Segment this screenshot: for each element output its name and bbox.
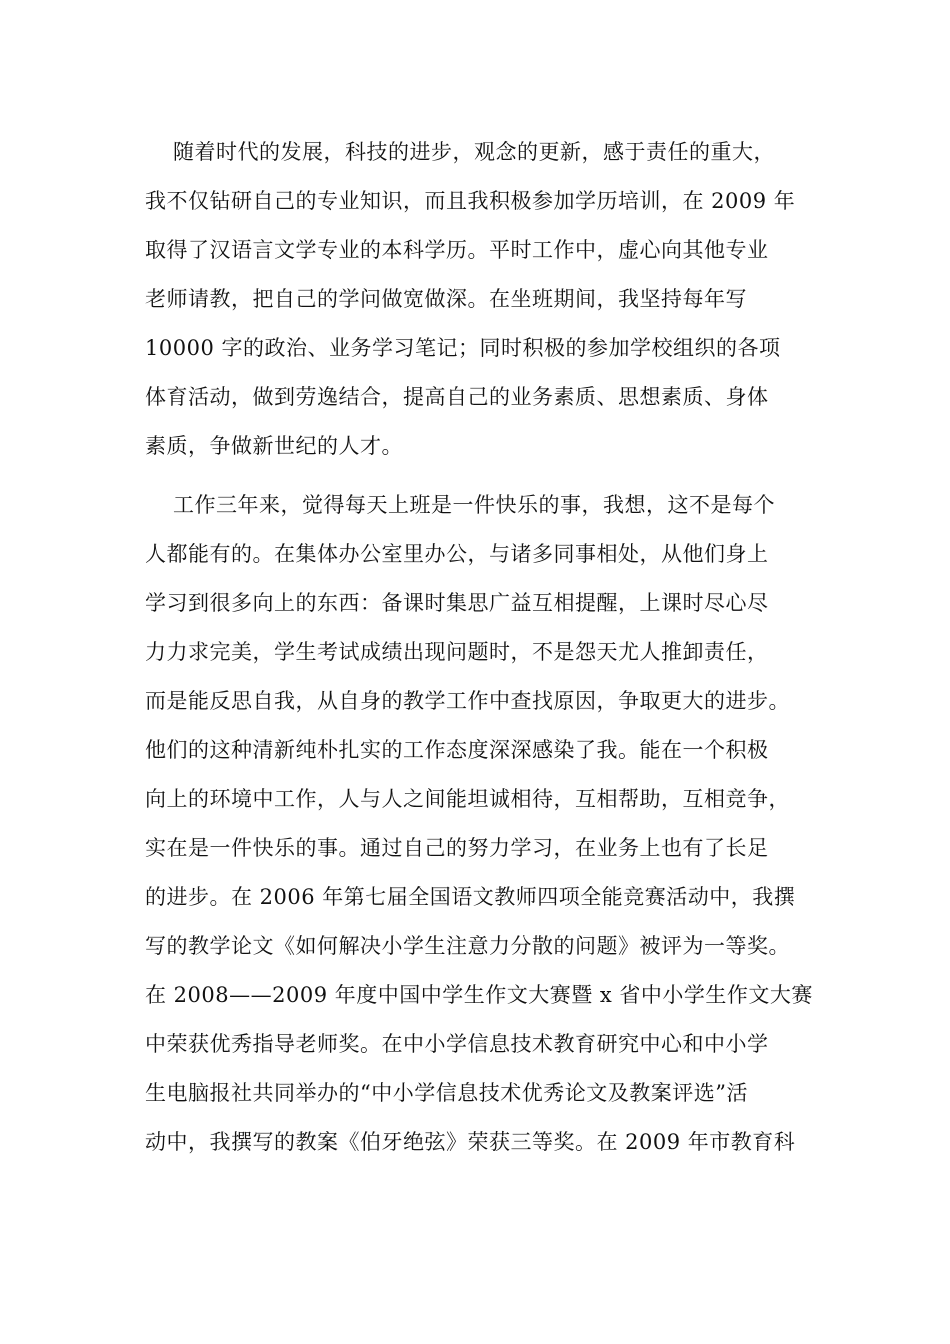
paragraph-2-line-5: 而是能反思自我，从自身的教学工作中查找原因，争取更大的进步。 [145,689,790,713]
paragraph-2-line-4: 力力求完美，学生考试成绩出现问题时，不是怨天尤人推卸责任， [145,640,769,664]
paragraph-2-line-7: 向上的环境中工作，人与人之间能坦诚相待，互相帮助，互相竞争， [145,787,790,811]
paragraph-2-line-9: 的进步。在 2006 年第七届全国语文教师四项全能竞赛活动中，我撰 [145,885,796,909]
paragraph-2-line-6: 他们的这种清新纯朴扎实的工作态度深深感染了我。能在一个积极 [145,738,769,762]
paragraph-1-line-4: 老师请教，把自己的学问做宽做深。在坐班期间，我坚持每年写 [145,287,747,311]
paragraph-1-line-5: 10000 字的政治、业务学习笔记；同时积极的参加学校组织的各项 [145,336,781,360]
paragraph-2-line-1: 工作三年来，觉得每天上班是一件快乐的事，我想，这不是每个 [173,493,775,517]
paragraph-1-line-6: 体育活动，做到劳逸结合，提高自己的业务素质、思想素质、身体 [145,385,769,409]
paragraph-2-line-13: 生电脑报社共同举办的“中小学信息技术优秀论文及教案评选”活 [145,1081,748,1105]
paragraph-2-line-10: 写的教学论文《如何解决小学生注意力分散的问题》被评为一等奖。 [145,934,790,958]
paragraph-2-line-8: 实在是一件快乐的事。通过自己的努力学习，在业务上也有了长足 [145,836,769,860]
paragraph-2-line-12: 中荣获优秀指导老师奖。在中小学信息技术教育研究中心和中小学 [145,1032,769,1056]
paragraph-2-line-3: 学习到很多向上的东西：备课时集思广益互相提醒，上课时尽心尽 [145,591,769,615]
paragraph-2-line-14: 动中，我撰写的教案《伯牙绝弦》荣获三等奖。在 2009 年市教育科 [145,1130,796,1154]
paragraph-2-line-11: 在 2008——2009 年度中国中学生作文大赛暨 x 省中小学生作文大赛 [145,983,813,1007]
paragraph-1-line-7: 素质，争做新世纪的人才。 [145,434,403,458]
paragraph-1-line-3: 取得了汉语言文学专业的本科学历。平时工作中，虚心向其他专业 [145,238,769,262]
paragraph-1-line-2: 我不仅钻研自己的专业知识，而且我积极参加学历培训，在 2009 年 [145,189,796,213]
paragraph-1-line-1: 随着时代的发展，科技的进步，观念的更新，感于责任的重大， [173,140,775,164]
paragraph-2-line-2: 人都能有的。在集体办公室里办公，与诸多同事相处，从他们身上 [145,542,769,566]
